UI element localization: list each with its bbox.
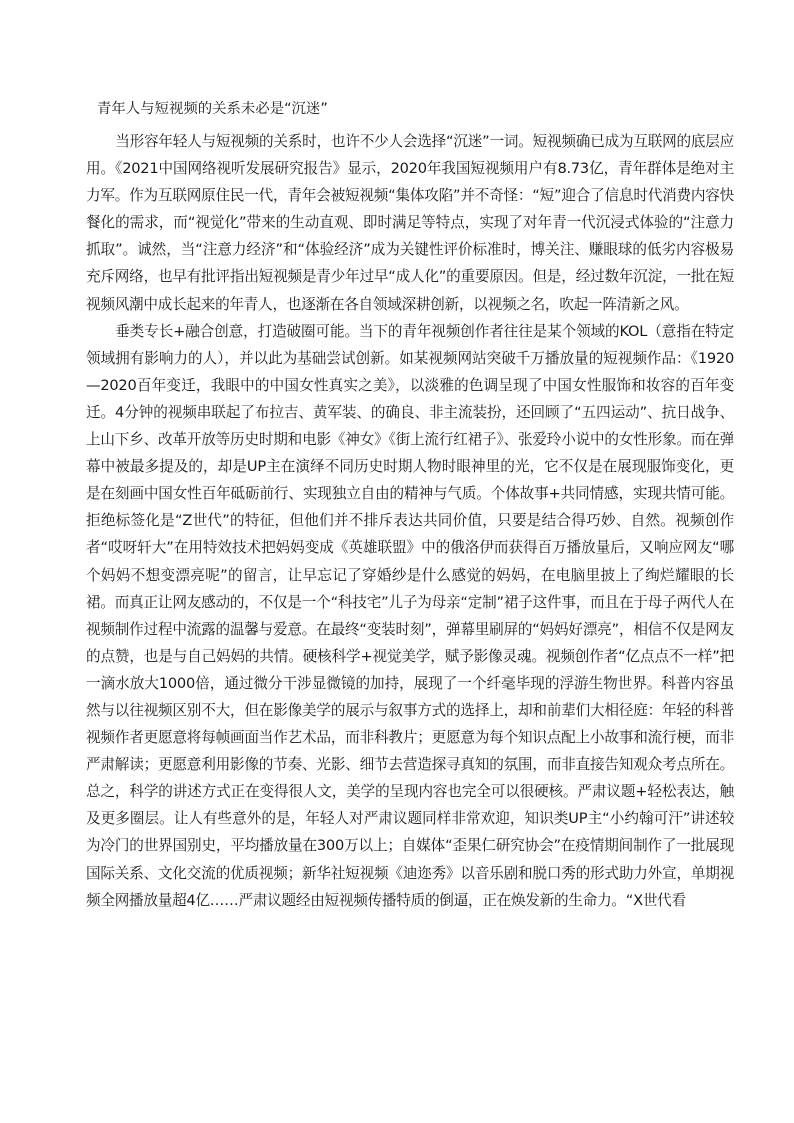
paragraph-body: 垂类专长+融合创意，打造破圈可能。当下的青年视频创作者往往是某个领域的KOL（意指在特定领域拥有影响力的人），并以此为基础尝试创新。如某视频网站突破千万播放量的短视频作品：《1920—2020百年变迁，我眼中的中国女性真实之美》，以淡雅的色调呈现了中国女性服饰和妆容的百年变迁。4分钟的视频串联起了布拉吉、黄军装、的确良、非主流装扮，还回顾了“五四运动”、抗日战争、上山下乡、改革开放等历史时期和电影《神女》《街上流行红裙子》、张爱玲小说中的女性形象。而在弹幕中被最多提及的，却是UP主在演绎不同历史时期人物时眼神里的光，它不仅是在展现服饰变化，更是在刻画中国女性百年砥砺前行、实现独立自由的精神与气质。个体故事+共同情感，实现共情可能。拒绝标签化是“Z世代”的特征，但他们并不排斥表达共同价值，只要是结合得巧妙、自然。视频创作者“哎呀轩大”在用特效技术把妈妈变成《英雄联盟》中的俄洛伊而获得百万播放量后，又响应网友“哪个妈妈不想变漂亮呢”的留言，让早忘记了穿婚纱是什么感觉的妈妈，在电脑里披上了绚烂耀眼的长裙。而真正让网友感动的，不仅是一个“科技宅”儿子为母亲“定制”裙子这件事，而且在于母子两代人在视频制作过程中流露的温馨与爱意。在最终“变装时刻”，弹幕里刷屏的“妈妈好漂亮”，相信不仅是网友的点赞，也是与自己妈妈的共情。硬核科学+视觉美学，赋予影像灵魂。视频创作者“亿点点不一样”把一滴水放大1000倍，通过微分干涉显微镜的加持，展现了一个纤毫毕现的浮游生物世界。科普内容虽然与以往视频区别不大，但在影像美学的展示与叙事方式的选择上，却和前辈们大相径庭：年轻的科普视频作者更愿意将每帧画面当作艺术品，而非科教片；更愿意为每个知识点配上小故事和流行梗，而非严肃解读；更愿意利用影像的节奏、光影、细节去营造探寻真知的氛围，而非直接告知观众考点所在。总之，科学的讲述方式正在变得很人文，美学的呈现内容也完全可以很硬核。严肃议题+轻松表达，触及更多圈层。让人有些意外的是，年轻人对严肃议题同样非常欢迎，知识类UP主“小约翰可汗”讲述较为冷门的世界国别史，平均播放量在300万以上；自媒体“歪果仁研究协会”在疫情期间制作了一批展现国际关系、文化交流的优质视频；新华社短视频《迪迩秀》以音乐剧和脱口秀的形式助力外宣，单期视频全网播放量超4亿……严肃议题经由短视频传播特质的倒逼，正在焕发新的生命力。“X世代看 bbox=[86, 322, 734, 909]
paragraph-intro: 当形容年轻人与短视频的关系时，也许不少人会选择“沉迷”一词。短视频确已成为互联网的底层应用。《2021中国网络视听发展研究报告》显示，2020年我国短视频用户有8.73亿，青年群体是绝对主力军。作为互联网原住民一代，青年会被短视频“集体攻陷”并不奇怪：“短”迎合了信息时代消费内容快餐化的需求，而“视觉化”带来的生动直观、即时满足等特点，实现了对年青一代沉浸式体验的“注意力抓取”。诚然，当“注意力经济”和“体验经济”成为关键性评价标准时，博关注、赚眼球的低劣内容极易充斥网络，也早有批评指出短视频是青少年过早“成人化”的重要原因。但是，经过数年沉淀，一批在短视频风潮中成长起来的年青人，也逐渐在各自领域深耕创新，以视频之名，吹起一阵清新之风。 bbox=[86, 133, 734, 313]
article-title: 青年人与短视频的关系未必是“沉迷” bbox=[97, 101, 328, 117]
document-page bbox=[86, 97, 734, 914]
